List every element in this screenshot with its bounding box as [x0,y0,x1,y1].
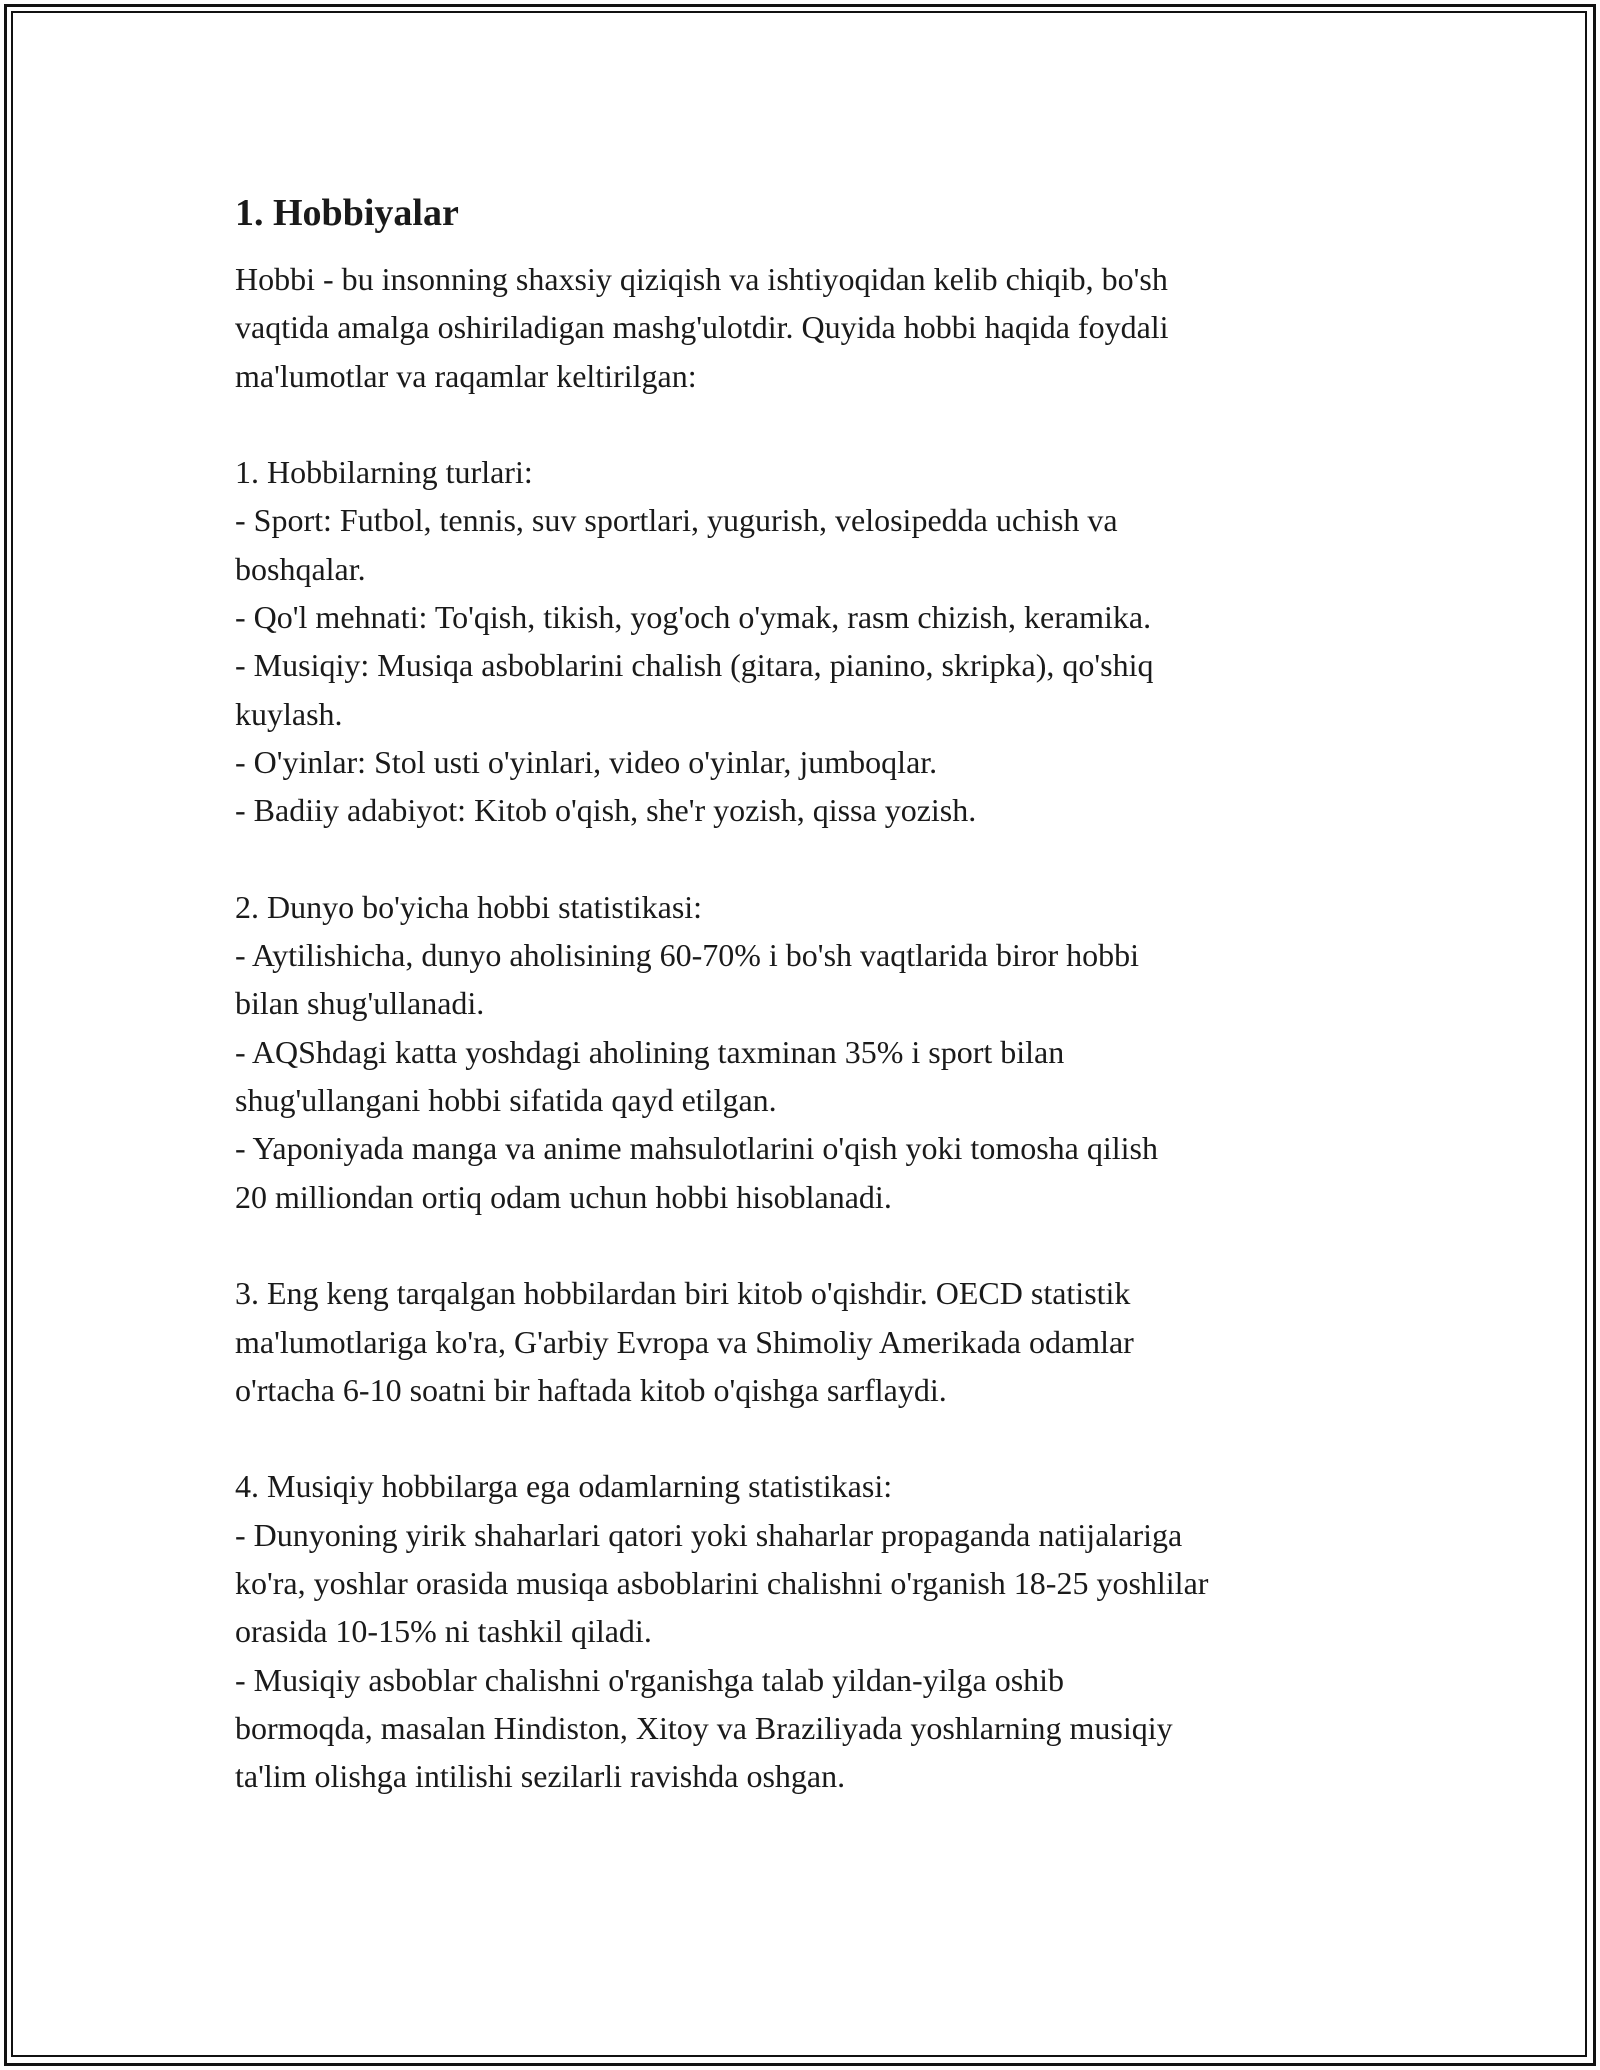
section-reading: 3. Eng keng tarqalgan hobbilardan biri kitob o'qishdir. OECD statistik ma'lumotlariga ko'ra, G'arbiy Evropa va Shimoliy Amerikada odamlar o'rtacha 6-10 soatni bir haftada kitob o'qishga sarflaydi. [235,1275,1134,1408]
paragraph-gap [235,400,1370,448]
section-music-statistics: 4. Musiqiy hobbilarga ega odamlarning statistikasi: - Dunyoning yirik shaharlari qatori yoki shaharlar propaganda natijalariga ko'ra, yoshlar orasida musiqa asboblarini chalishni o'rganish 18-25 yoshlilar orasida 10-15% ni tashkil qiladi. - Musiqiy asboblar chalishni o'rganishga talab yildan-yilga oshib bormoqda, masalan Hindiston, Xitoy va Braziliyada yoshlarning musiqiy ta'lim olishga intilishi sezilarli ravishda oshgan. [235,1468,1209,1795]
paragraph-gap [235,1221,1370,1269]
paragraph-gap [235,835,1370,883]
document-content [235,185,1370,1801]
paragraph-gap [235,1414,1370,1462]
section-world-statistics: 2. Dunyo bo'yicha hobbi statistikasi: - Aytilishicha, dunyo aholisining 60-70% i bo'sh vaqtlarida biror hobbi bilan shug'ullanadi. - AQShdagi katta yoshdagi aholining taxminan 35% i sport bilan shug'ullangani hobbi sifatida qayd etilgan. - Yaponiyada manga va anime mahsulotlarini o'qish yoki tomosha qilish 20 milliondan ortiq odam uchun hobbi hisoblanadi. [235,888,1158,1215]
document-title: 1. Hobbiyalar [235,192,459,234]
intro-paragraph: Hobbi - bu insonning shaxsiy qiziqish va ishtiyoqidan kelib chiqib, bo'sh vaqtida amalga oshiriladigan mashg'ulotdir. Quyida hobbi haqida foydali ma'lumotlar va raqamlar keltirilgan: [235,261,1169,394]
section-hobby-types: 1. Hobbilarning turlari: - Sport: Futbol, tennis, suv sportlari, yugurish, velosipedda uchish va boshqalar. - Qo'l mehnati: To'qish, tikish, yog'och o'ymak, rasm chizish, keramika. - Musiqiy: Musiqa asboblarini chalish (gitara, pianino, skripka), qo'shiq kuylash. - O'yinlar: Stol usti o'yinlari, video o'yinlar, jumboqlar. - Badiiy adabiyot: Kitob o'qish, she'r yozish, qissa yozish. [235,454,1154,829]
